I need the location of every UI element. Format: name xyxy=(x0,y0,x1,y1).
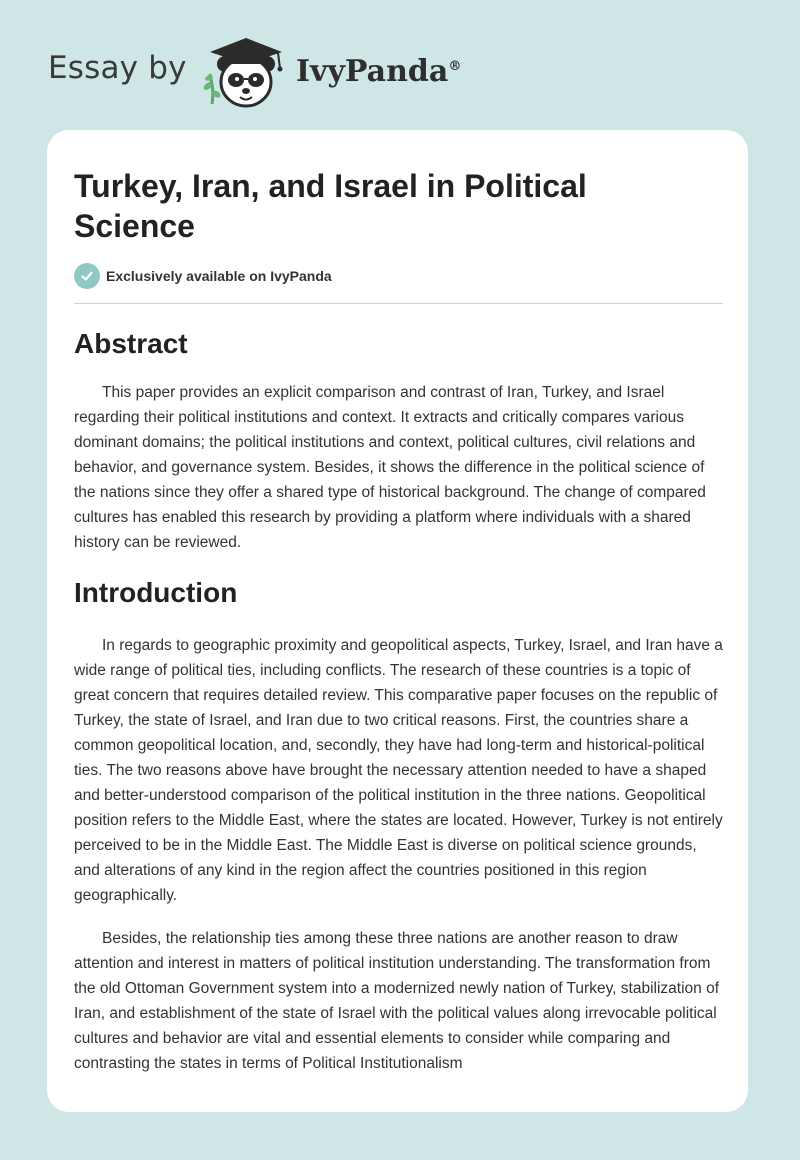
site-header xyxy=(0,0,800,120)
exclusive-label: Exclusively available on IvyPanda xyxy=(106,268,332,284)
introduction-paragraph-1: In regards to geographic proximity and geopolitical aspects, Turkey, Israel, and Iran have a wide range of political ties, including conflicts. The research of these countries is a topic of great concern that requires detailed review. This comparative paper focuses on the republic of Turkey, the state of Israel, and Iran due to two critical reasons. First, the countries share a common geopolitical location, and, secondly, they have had long-term and historical-political ties. The two reasons above have brought the necessary attention needed to have a shaped and better-understood comparison of the political institution in the three nations. Geopolitical position refers to the Middle East, where the states are located. However, Turkey is not entirely perceived to be in the Middle East. The Middle East is diverse on political science grounds, and alterations of any kind in the region affect the countries positioned in this region geographically. xyxy=(74,637,723,904)
registered-mark: ® xyxy=(448,59,462,74)
exclusive-badge xyxy=(74,263,332,289)
brand-name[interactable] xyxy=(296,54,461,89)
section-heading-abstract: Abstract xyxy=(74,328,188,359)
essay-title: Turkey, Iran, and Israel in Political Science xyxy=(74,168,587,244)
essay-content xyxy=(74,326,724,1076)
divider xyxy=(74,303,723,304)
essay-by-label: Essay by xyxy=(48,50,187,86)
brand-name-text: IvyPanda xyxy=(296,54,449,89)
section-heading-introduction: Introduction xyxy=(74,577,238,608)
essay-card xyxy=(47,130,748,1112)
introduction-paragraph-2: Besides, the relationship ties among these three nations are another reason to draw attention and interest in matters of political institution understanding. The transformation from the old Ottoman Government system into a modernized newly nation of Turkey, stabilization of Iran, and establishment of the state of Israel with the political values along irrevocable political cultures and behavior are vital and essential elements to consider while comparing and contrasting the states in terms of Political Institutionalism xyxy=(74,930,720,1072)
check-icon xyxy=(74,263,100,289)
abstract-paragraph: This paper provides an explicit comparison and contrast of Iran, Turkey, and Israel regarding their political institutions and context. It extracts and critically compares various dominant domains; the political institutions and context, political cultures, civil relations and behavior, and governance system. Besides, it shows the difference in the political science of the nations since they offer a shared type of historical background. The change of compared cultures has enabled this research by providing a platform where individuals with a shared history can be reviewed. xyxy=(74,384,706,551)
panda-graduate-icon[interactable] xyxy=(198,34,294,110)
